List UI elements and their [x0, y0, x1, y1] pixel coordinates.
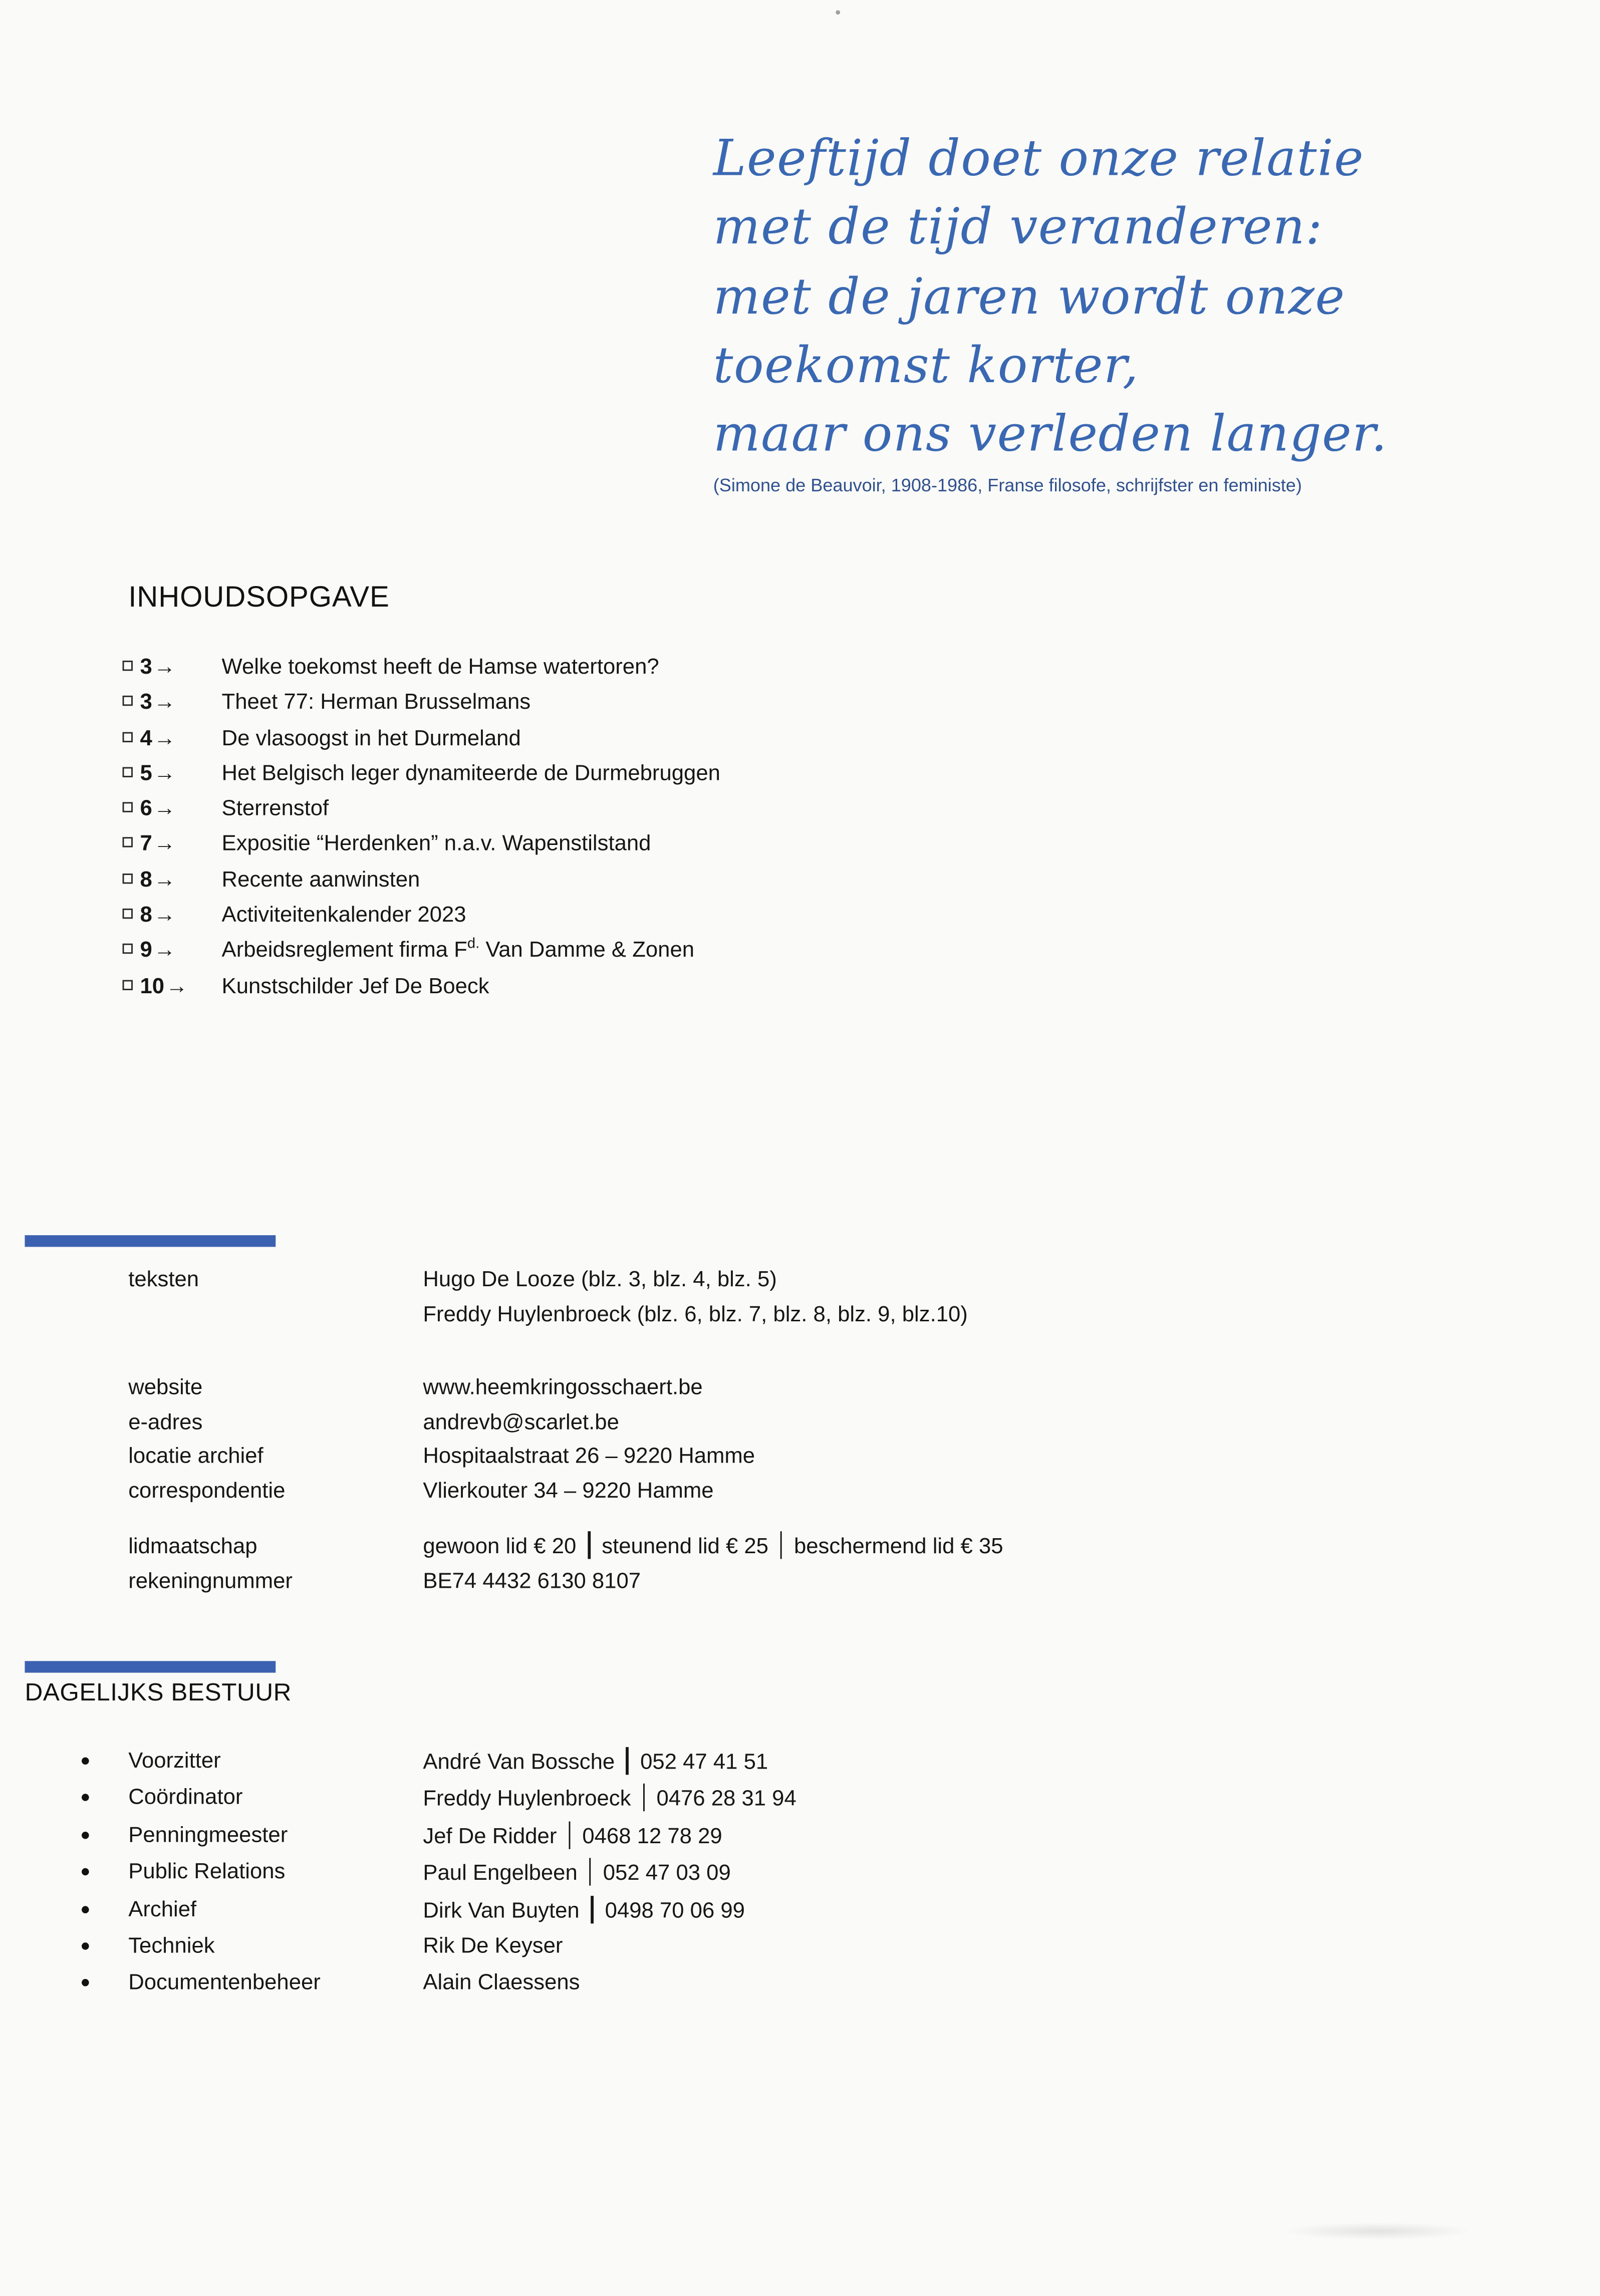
colofon-teksten-line: Freddy Huylenbroeck (blz. 6, blz. 7, blz. 8, blz. 9, blz.10) — [423, 1301, 968, 1327]
square-bullet-icon — [123, 767, 133, 777]
toc-item-title: Kunstschilder Jef De Boeck — [221, 973, 489, 999]
bestuur-role: Penningmeester — [128, 1822, 288, 1848]
toc-item — [0, 686, 1600, 721]
square-bullet-icon — [123, 661, 133, 671]
bestuur-role: Public Relations — [128, 1859, 286, 1885]
quote-block — [713, 125, 1388, 498]
colofon-value: Hospitaalstraat 26 – 9220 Hamme — [423, 1444, 755, 1469]
bestuur-role: Voorzitter — [128, 1748, 221, 1774]
colofon-label-teksten: teksten — [128, 1267, 199, 1292]
bullet-dot-icon — [82, 1868, 89, 1876]
toc-item-title: Theet 77: Herman Brusselmans — [221, 690, 531, 715]
scan-smudge-artifact — [1283, 2222, 1473, 2240]
toc-item — [0, 757, 1600, 792]
toc-page-number: 8 — [140, 867, 152, 893]
toc-item — [0, 899, 1600, 934]
square-bullet-icon — [123, 696, 133, 706]
toc-page-ref — [140, 866, 176, 895]
colofon-value: andrevb@scarlet.be — [423, 1409, 619, 1434]
toc-page-ref — [140, 760, 176, 789]
bullet-dot-icon — [82, 1905, 89, 1913]
toc-page-ref — [140, 689, 176, 718]
toc-page-number: 10 — [140, 973, 165, 999]
toc-page-number: 6 — [140, 796, 152, 821]
membership-option: steunend lid € 25 — [602, 1534, 768, 1559]
toc-page-number: 7 — [140, 832, 152, 857]
separator-bar — [569, 1821, 571, 1849]
separator-bar — [589, 1858, 591, 1886]
arrow-icon: → — [153, 832, 176, 857]
bestuur-member-row — [0, 1966, 1600, 2003]
colofon-row — [128, 1440, 1514, 1474]
bestuur-name-phone — [423, 1784, 796, 1815]
colofon-label-rekeningnummer: rekeningnummer — [128, 1568, 293, 1593]
divider-line-1 — [25, 1235, 276, 1247]
toc-page-ref — [140, 653, 176, 682]
arrow-icon: → — [153, 938, 176, 963]
colofon-row — [128, 1371, 1514, 1405]
colofon-label: correspondentie — [128, 1478, 286, 1503]
toc-page-number: 3 — [140, 655, 152, 680]
colofon-row-teksten — [128, 1263, 1514, 1331]
separator-bar — [588, 1531, 590, 1559]
toc-item — [0, 721, 1600, 757]
toc-page-number: 4 — [140, 725, 152, 751]
colofon-label: website — [128, 1375, 203, 1400]
colofon-label: e-adres — [128, 1409, 203, 1434]
colofon-value: Vlierkouter 34 – 9220 Hamme — [423, 1478, 714, 1503]
bestuur-phone: 052 47 03 09 — [603, 1861, 731, 1886]
bestuur-role: Techniek — [128, 1933, 215, 1959]
toc-item-title: Recente aanwinsten — [221, 867, 420, 893]
bestuur-role: Documentenbeheer — [128, 1970, 321, 1996]
arrow-icon: → — [153, 903, 176, 928]
bestuur-member-row — [0, 1781, 1600, 1818]
bestuur-name-phone — [423, 1895, 745, 1926]
toc-heading: INHOUDSOPGAVE — [128, 582, 390, 614]
square-bullet-icon — [123, 838, 133, 848]
divider-line-2 — [25, 1661, 276, 1672]
toc-item — [0, 969, 1600, 1005]
colofon-label-lidmaatschap: lidmaatschap — [128, 1534, 257, 1559]
bullet-dot-icon — [82, 1942, 89, 1950]
toc-page-number: 3 — [140, 690, 152, 715]
square-bullet-icon — [123, 909, 133, 919]
bestuur-heading: DAGELIJKS BESTUUR — [25, 1678, 292, 1706]
bestuur-name-phone — [423, 1969, 580, 1998]
scan-dot-artifact — [836, 10, 840, 15]
toc-page-ref — [140, 830, 176, 859]
toc-page-ref — [140, 724, 176, 753]
bestuur-phone: 052 47 41 51 — [640, 1750, 768, 1775]
colofon-row — [128, 1405, 1514, 1439]
quote-line: met de jaren wordt onze — [713, 267, 1346, 327]
separator-bar — [643, 1784, 645, 1812]
colofon-value-rekeningnummer: BE74 4432 6130 8107 — [423, 1568, 641, 1593]
bestuur-name-phone — [423, 1821, 722, 1852]
arrow-icon: → — [153, 690, 176, 715]
colofon-value: www.heemkringosschaert.be — [423, 1375, 703, 1400]
bestuur-member-row — [0, 1929, 1600, 1966]
bestuur-role: Archief — [128, 1896, 197, 1922]
bullet-dot-icon — [82, 1979, 89, 1987]
square-bullet-icon — [123, 980, 133, 990]
arrow-icon: → — [153, 761, 176, 786]
arrow-icon: → — [153, 725, 176, 751]
toc-list — [0, 651, 1600, 1005]
colofon-label: locatie archief — [128, 1444, 263, 1469]
arrow-icon: → — [153, 796, 176, 821]
toc-item-title: De vlasoogst in het Durmeland — [221, 725, 521, 751]
quote-text — [713, 125, 1388, 470]
square-bullet-icon — [123, 731, 133, 741]
toc-item — [0, 863, 1600, 899]
bestuur-name-phone — [423, 1858, 730, 1889]
bestuur-name: Jef De Ridder — [423, 1824, 557, 1849]
arrow-icon: → — [166, 973, 188, 999]
colofon-contact-rows — [128, 1371, 1514, 1508]
colofon-row — [128, 1474, 1514, 1508]
toc-item — [0, 827, 1600, 863]
toc-item-title: Welke toekomst heeft de Hamse watertoren? — [221, 655, 659, 680]
toc-page-ref — [140, 795, 176, 824]
quote-attribution: (Simone de Beauvoir, 1908-1986, Franse filosofe, schrijfster en feministe) — [713, 476, 1302, 497]
bestuur-member-row — [0, 1818, 1600, 1855]
separator-bar — [626, 1747, 628, 1775]
toc-item-title: Sterrenstof — [221, 796, 329, 821]
square-bullet-icon — [123, 944, 133, 954]
bestuur-member-row — [0, 1855, 1600, 1892]
toc-item — [0, 651, 1600, 686]
bestuur-name: Alain Claessens — [423, 1970, 580, 1996]
colofon-block — [128, 1263, 1514, 1598]
toc-item-title: Het Belgisch leger dynamiteerde de Durmebruggen — [221, 761, 720, 786]
bestuur-name-phone — [423, 1932, 563, 1961]
toc-item-title: Expositie “Herdenken” n.a.v. Wapenstilstand — [221, 832, 651, 857]
membership-option: beschermend lid € 35 — [793, 1534, 1003, 1559]
bullet-dot-icon — [82, 1794, 89, 1802]
toc-item-title: Arbeidsreglement firma $F^{d.}$ Van Damme & Zonen — [221, 937, 695, 963]
bestuur-phone: 0498 70 06 99 — [605, 1898, 745, 1923]
quote-line: Leeftijd doet onze relatie — [713, 130, 1365, 188]
colofon-membership-rows — [128, 1530, 1514, 1598]
bestuur-list — [0, 1744, 1600, 2003]
arrow-icon: → — [153, 655, 176, 680]
bestuur-name-phone — [423, 1747, 768, 1778]
toc-item-title: Activiteitenkalender 2023 — [221, 903, 466, 928]
toc-page-ref — [140, 972, 188, 1001]
toc-page-number: 9 — [140, 938, 152, 963]
quote-line: maar ons verleden langer. — [713, 405, 1388, 464]
colofon-value-lidmaatschap — [423, 1530, 1003, 1564]
bestuur-role: Coördinator — [128, 1785, 243, 1811]
quote-line: toekomst korter, — [713, 337, 1139, 395]
separator-bar — [780, 1531, 782, 1559]
membership-option: gewoon lid € 20 — [423, 1534, 577, 1559]
toc-page-ref — [140, 902, 176, 931]
bestuur-member-row — [0, 1744, 1600, 1781]
square-bullet-icon — [123, 873, 133, 883]
toc-page-number: 5 — [140, 761, 152, 786]
arrow-icon: → — [153, 867, 176, 893]
bestuur-name: Freddy Huylenbroeck — [423, 1787, 631, 1812]
toc-item — [0, 792, 1600, 828]
colofon-row-rekeningnummer — [128, 1564, 1514, 1598]
bestuur-phone: 0468 12 78 29 — [582, 1824, 722, 1849]
bullet-dot-icon — [82, 1757, 89, 1765]
square-bullet-icon — [123, 802, 133, 812]
bestuur-name: Paul Engelbeen — [423, 1861, 578, 1886]
bestuur-phone: 0476 28 31 94 — [656, 1787, 796, 1812]
bestuur-name: Dirk Van Buyten — [423, 1898, 580, 1923]
bullet-dot-icon — [82, 1831, 89, 1839]
colofon-row-lidmaatschap — [128, 1530, 1514, 1564]
colofon-value-teksten — [423, 1263, 967, 1331]
toc-page-ref — [140, 937, 176, 966]
bestuur-member-row — [0, 1892, 1600, 1929]
bestuur-name: André Van Bossche — [423, 1750, 615, 1775]
quote-line: met de tijd veranderen: — [713, 198, 1323, 257]
separator-bar — [591, 1895, 593, 1923]
bestuur-name: Rik De Keyser — [423, 1933, 563, 1959]
colofon-teksten-line: Hugo De Looze (blz. 3, blz. 4, blz. 5) — [423, 1267, 777, 1292]
toc-item — [0, 934, 1600, 970]
toc-page-number: 8 — [140, 903, 152, 928]
